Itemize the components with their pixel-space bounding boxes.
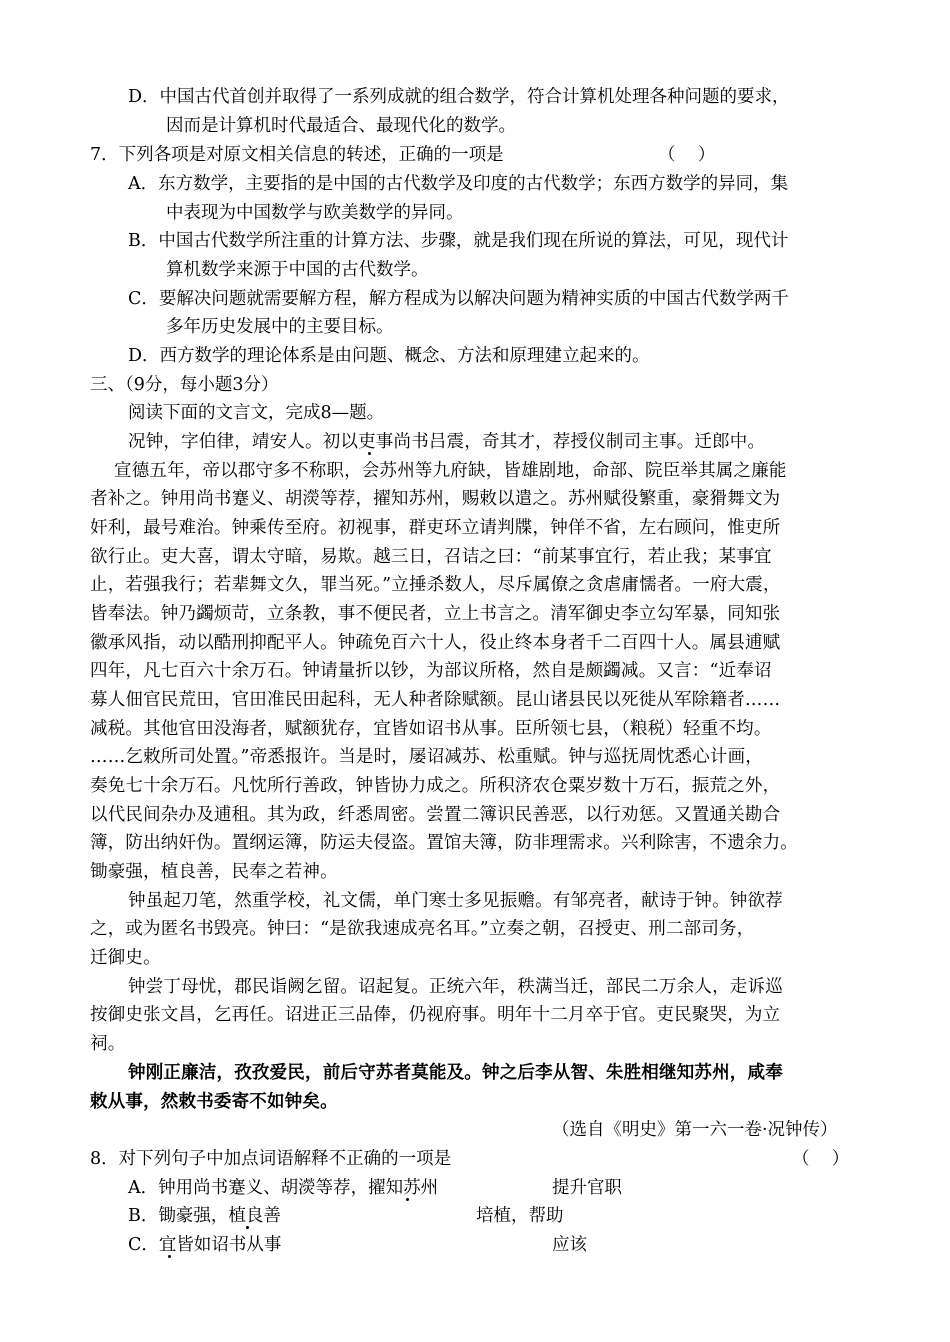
passage-line: 锄豪强，植良善，民奉之若神。: [90, 862, 338, 882]
q8-answer-blank: （ ）: [792, 1149, 850, 1169]
emphasis-dot: [168, 1255, 171, 1258]
q7-stem: 7．下列各项是对原文相关信息的转述，正确的一项是: [90, 145, 504, 165]
section-heading: 三、（9分，每小题3分）: [90, 375, 279, 395]
emphasis-dot: [368, 452, 371, 455]
passage-line: ……乞敕所司处置。”帝悉报许。当是时，屡诏减苏、松重赋。钟与巡抚周忱悉心计画，: [90, 747, 763, 767]
passage-line: 皆奉法。钟乃蠲烦苛，立条教，事不便民者，立上书言之。清军御史李立勾军暴，同知张: [90, 604, 781, 624]
q8-option-a-gloss: 提升官职: [552, 1178, 622, 1198]
q8-option-c-sentence: C．宜皆如诏书从事: [128, 1235, 282, 1255]
passage-line: 宣德五年，帝以郡守多不称职，会苏州等九府缺，皆雄剧地，命部、院臣举其属之廉能: [114, 461, 787, 481]
passage-line: 四年，凡七百六十余万石。钟请量折以钞，为部议所格，然自是颇蠲减。又言：“近奉诏: [90, 661, 772, 681]
passage-bold-line: 敕从事，然敕书委寄不如钟矣。: [90, 1092, 338, 1112]
q6-option-d-line1: D．中国古代首创并取得了一系列成就的组合数学，符合计算机处理各种问题的要求，: [128, 87, 790, 107]
passage-line: 迁御史。: [90, 948, 161, 968]
passage-line: 募人佃官民荒田，官田准民田起科，无人种者除赋额。昆山诸县民以死徙从军除籍者……: [90, 690, 781, 710]
q8-stem: 8．对下列句子中加点词语解释不正确的一项是: [90, 1149, 452, 1169]
q7-option-c-line1: C．要解决问题就需要解方程，解方程成为以解决问题为精神实质的中国古代数学两千: [128, 289, 789, 309]
passage-line: 况钟，字伯律，靖安人。初以吏事尚书吕震，奇其才，荐授仪制司主事。迁郎中。: [128, 432, 766, 452]
passage-line: 祠。: [90, 1034, 126, 1054]
q8-option-b-sentence: B．锄豪强，植良善: [128, 1206, 281, 1226]
passage-line: 者补之。钟用尚书蹇义、胡濙等荐，擢知苏州，赐敕以遣之。苏州赋役繁重，豪猾舞文为: [90, 489, 781, 509]
section-instruction: 阅读下面的文言文，完成8—题。: [128, 403, 385, 423]
q7-option-b-line1: B．中国古代数学所注重的计算方法、步骤，就是我们现在所说的算法，可见，现代计: [128, 231, 789, 251]
q8-option-b-gloss: 培植，帮助: [476, 1206, 564, 1226]
passage-bold-line: 钟刚正廉洁，孜孜爱民，前后守苏者莫能及。钟之后李从智、朱胜相继知苏州，咸奉: [128, 1063, 783, 1083]
passage-line: 之，或为匿名书毁亮。钟曰：“是欲我速成亮名耳。”立奏之朝，召授吏、刑二部司务，: [90, 919, 755, 939]
passage-line: 以代民间杂办及逋租。其为政，纤悉周密。尝置二簿识民善恶，以行劝惩。又置通关勘合: [90, 805, 781, 825]
passage-line: 簿，防出纳奸伪。置纲运簿，防运夫侵盗。置馆夫簿，防非理需求。兴利除害，不遗余力。: [90, 833, 798, 853]
passage-source: （选自《明史》第一六一卷·况钟传）: [552, 1120, 838, 1140]
q7-answer-blank: （ ）: [658, 145, 716, 165]
q8-option-a-sentence: A．钟用尚书蹇义、胡濙等荐，擢知苏州: [128, 1178, 439, 1198]
q7-option-a-line1: A．东方数学，主要指的是中国的古代数学及印度的古代数学；东西方数学的异同，集: [128, 174, 789, 194]
passage-line: 减税。其他官田没海者，赋额犹存，宜皆如诏书从事。臣所领七县，（粮税）轻重不均。: [90, 719, 772, 739]
passage-line: 欲行止。吏大喜，谓太守暗，易欺。越三日，召诘之曰：“前某事宜行，若止我；某事宜: [90, 547, 772, 567]
emphasis-dot: [406, 1198, 409, 1201]
q7-option-d: D．西方数学的理论体系是由问题、概念、方法和原理建立起来的。: [128, 346, 650, 366]
q8-option-c-gloss: 应该: [552, 1235, 587, 1255]
passage-line: 钟尝丁母忧，郡民诣阙乞留。诏起复。正统六年，秩满当迁，部民二万余人，走诉巡: [128, 977, 783, 997]
passage-line: 奸利，最号难治。钟乘传至府。初视事，群吏环立请判牒，钟佯不省，左右顾问，惟吏所: [90, 518, 781, 538]
q7-option-c-line2: 多年历史发展中的主要目标。: [166, 317, 394, 337]
passage-line: 按御史张文昌，乞再任。诏进正三品俸，仍视府事。明年十二月卒于官。吏民聚哭，为立: [90, 1005, 781, 1025]
emphasis-dot: [246, 1226, 249, 1229]
q6-option-d-line2: 因而是计算机时代最适合、最现代化的数学。: [166, 116, 516, 136]
passage-line: 钟虽起刀笔，然重学校，礼文儒，单门寒士多见振赡。有邹亮者，献诗于钟。钟欲荐: [128, 891, 783, 911]
passage-line: 奏免七十余万石。凡忱所行善政，钟皆协力成之。所积济农仓粟岁数十万石，振荒之外，: [90, 776, 781, 796]
q7-option-b-line2: 算机数学来源于中国的古代数学。: [166, 260, 429, 280]
passage-line: 徽承风指，动以酷刑抑配平人。钟疏免百六十人，役止终本身者千二百四十人。属县逋赋: [90, 633, 781, 653]
q7-option-a-line2: 中表现为中国数学与欧美数学的异同。: [166, 203, 464, 223]
passage-line: 止，若强我行；若辈舞文久，罪当死。”立捶杀数人，尽斥属僚之贪虐庸懦者。一府大震，: [90, 575, 781, 595]
